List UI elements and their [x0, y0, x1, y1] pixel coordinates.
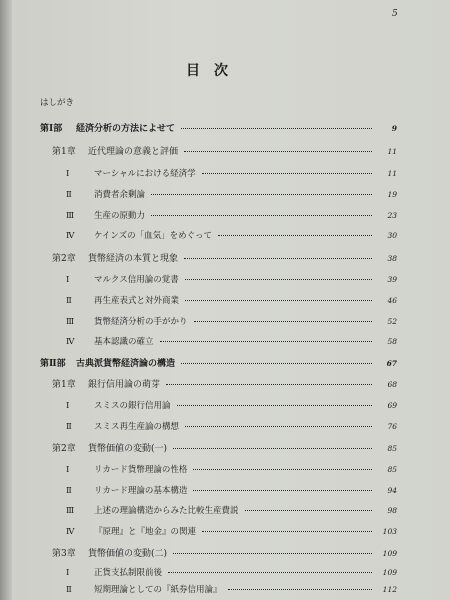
toc-label: 短期理論としての『紙券信用論』 [94, 585, 222, 595]
toc-section[interactable] [66, 273, 397, 287]
toc-chapter[interactable] [52, 547, 397, 561]
toc-num: Ⅱ [66, 190, 72, 200]
toc-page: 52 [387, 317, 397, 326]
toc-label: 上述の理論構造からみた比較生産費説 [94, 506, 239, 516]
toc-section[interactable] [66, 399, 397, 413]
toc-label: マルクス信用論の覚書 [94, 275, 179, 285]
dot-leader [184, 257, 372, 259]
dot-leader [193, 468, 372, 470]
toc-num: Ⅲ [66, 506, 75, 516]
toc-chapter[interactable] [52, 442, 397, 456]
toc-num: Ⅰ [66, 275, 70, 285]
toc-page: 68 [387, 380, 397, 389]
toc-label: 基本認識の確立 [94, 337, 154, 347]
toc-num: Ⅰ [66, 169, 70, 179]
toc-num: Ⅱ [66, 486, 72, 496]
dot-leader [185, 278, 372, 280]
toc-section[interactable] [66, 167, 397, 181]
toc-page: 103 [382, 527, 397, 536]
dot-leader [151, 214, 372, 216]
toc-part[interactable] [40, 357, 397, 371]
toc-section[interactable] [66, 504, 397, 518]
dot-leader [181, 362, 372, 364]
toc-label: リカード貨幣理論の性格 [94, 465, 188, 475]
toc-page: 19 [387, 190, 397, 199]
toc-page: 112 [382, 585, 397, 594]
toc-page: 109 [382, 568, 397, 577]
toc-label: 貨幣価値の変動(一) [88, 444, 168, 454]
toc-page: 23 [387, 211, 397, 220]
toc-section[interactable] [66, 583, 397, 597]
toc-section[interactable] [66, 188, 397, 202]
toc-label: 古典派貨幣経済論の構造 [76, 359, 176, 369]
toc-section[interactable] [66, 463, 397, 477]
toc-num: Ⅲ [66, 211, 75, 221]
toc-num: Ⅰ [66, 465, 70, 475]
dot-leader [202, 530, 372, 532]
toc-chapter[interactable] [52, 378, 397, 392]
toc-label: 貨幣経済分析の手がかり [94, 317, 188, 327]
toc-label: 生産の原動力 [94, 211, 146, 221]
toc-num: Ⅱ [66, 296, 72, 306]
page-number: 5 [392, 9, 398, 19]
dot-leader [202, 172, 372, 174]
toc-num: Ⅰ [66, 401, 70, 411]
toc-page: 98 [387, 506, 397, 515]
toc-section[interactable] [66, 294, 397, 308]
toc-label: 再生産表式と対外商業 [94, 296, 180, 306]
dot-leader [194, 320, 372, 322]
toc-page: 58 [387, 337, 397, 346]
toc-page: 109 [382, 549, 397, 558]
toc-chapter[interactable] [52, 252, 397, 266]
toc-num: Ⅳ [66, 231, 75, 241]
toc-num: 第2章 [52, 444, 76, 454]
toc-label: リカード理論の基本構造 [94, 486, 188, 496]
toc-label: 貨幣価値の変動(二) [88, 549, 168, 559]
toc-page: 85 [387, 444, 397, 453]
dot-leader [245, 509, 372, 511]
toc-section[interactable] [66, 209, 397, 223]
toc-num: Ⅰ [66, 568, 70, 578]
toc-num: 第Ⅱ部 [40, 359, 66, 369]
toc-num: Ⅱ [66, 585, 72, 595]
binding-shadow [0, 0, 12, 600]
toc-num: Ⅳ [66, 337, 75, 347]
toc-label: スミスの銀行信用論 [94, 401, 171, 411]
toc-page: 76 [387, 422, 397, 431]
dot-leader [193, 489, 372, 491]
toc-label: ケインズの「血気」をめぐって [94, 231, 212, 241]
toc-section[interactable] [66, 525, 397, 539]
toc-section[interactable] [66, 229, 397, 243]
toc-label: 近代理論の意義と評価 [88, 147, 179, 157]
dot-leader [173, 447, 372, 449]
toc-page: 39 [387, 275, 397, 284]
toc-section[interactable] [66, 420, 397, 434]
dot-leader [181, 127, 372, 129]
toc-section[interactable] [66, 315, 397, 329]
dot-leader [166, 383, 372, 385]
toc-section[interactable] [66, 335, 397, 349]
toc-num: Ⅳ [66, 527, 75, 537]
toc-page: 67 [386, 359, 397, 368]
toc-section[interactable] [66, 484, 397, 498]
toc-page: 46 [387, 296, 397, 305]
toc-page: 9 [391, 124, 397, 133]
toc-label: スミス再生産論の構想 [94, 422, 180, 432]
toc-part[interactable] [40, 122, 397, 136]
toc-page: 30 [387, 231, 397, 240]
dot-leader [168, 571, 372, 573]
dot-leader [173, 552, 372, 554]
toc-num: 第Ⅰ部 [40, 124, 63, 134]
dot-leader [185, 299, 372, 301]
toc-num: Ⅱ [66, 422, 72, 432]
toc-label: 正貨支払制限前後 [94, 568, 163, 578]
toc-page: 11 [387, 147, 397, 156]
toc-num: 第1章 [52, 380, 76, 390]
toc-label: 貨幣経済の本質と現象 [88, 254, 179, 264]
toc-label: 『原理』と『地金』の関連 [94, 527, 197, 537]
toc-page: 94 [387, 486, 397, 495]
dot-leader [160, 340, 372, 342]
toc-num: 第3章 [52, 549, 76, 559]
dot-leader [177, 404, 372, 406]
dot-leader [184, 150, 372, 152]
toc-title: 目次 [186, 63, 242, 79]
toc-label: 経済分析の方法によせて [76, 124, 176, 134]
dot-leader [218, 234, 372, 236]
toc-page: 85 [387, 465, 397, 474]
toc-label: 銀行信用論の萌芽 [88, 380, 161, 390]
toc-num: 第2章 [52, 254, 76, 264]
toc-page: 11 [387, 169, 397, 178]
dot-leader [151, 193, 372, 195]
toc-preface-label: はしがき [40, 98, 75, 108]
dot-leader [185, 425, 372, 427]
dot-leader [228, 588, 372, 590]
toc-page: 69 [387, 401, 397, 410]
toc-page: 38 [387, 254, 397, 263]
toc-section[interactable] [66, 566, 397, 580]
toc-chapter[interactable] [52, 145, 397, 159]
toc-num: 第1章 [52, 147, 76, 157]
toc-label: マーシャルにおける経済学 [94, 169, 196, 179]
toc-preface[interactable] [40, 96, 392, 110]
toc-label: 消費者余剰論 [94, 190, 146, 200]
toc-num: Ⅲ [66, 317, 75, 327]
